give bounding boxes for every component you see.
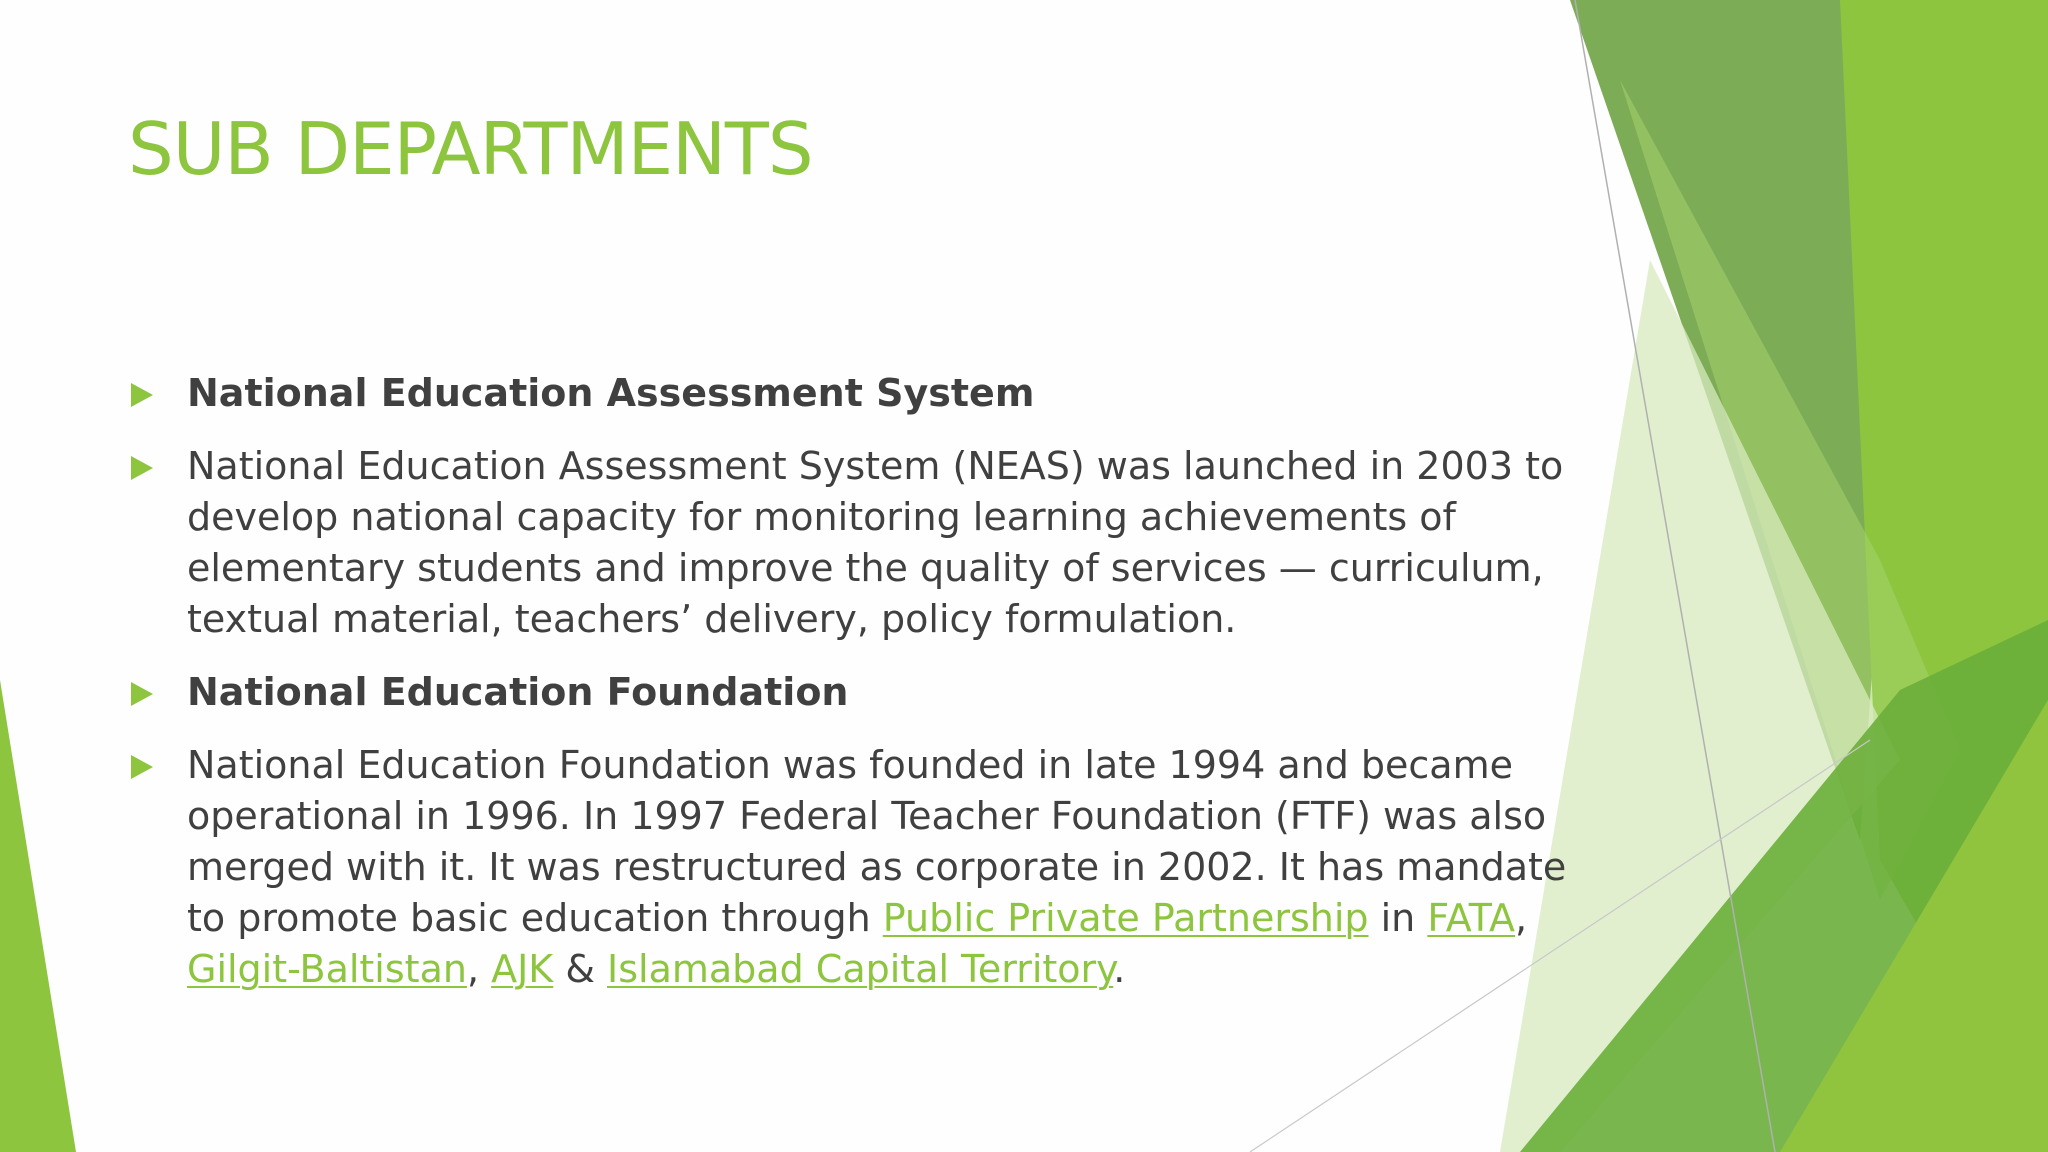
triangle-right-icon	[131, 755, 153, 779]
sentence-end: .	[1113, 947, 1126, 991]
bullet-heading-neas	[128, 368, 1568, 419]
bullet-heading-text: National Education Foundation	[187, 670, 849, 714]
bullet-body-text: National Education Foundation was founded in late 1994 and became operational in 1996. In 1997 Federal Teacher Foundation (FTF) was also merged with it. It was restructured as corporate in 2002. It has mandate to promote basic education through	[187, 743, 1567, 940]
link-ajk[interactable]: AJK	[491, 947, 554, 991]
bullet-body-text: National Education Assessment System (NEAS) was launched in 2003 to develop national capacity for monitoring learning achievements of elementary students and improve the quality of services — curriculum, textual material, teachers’ delivery, policy formulation.	[187, 444, 1564, 641]
link-fata[interactable]: FATA	[1427, 896, 1516, 940]
bullet-neas-description	[128, 441, 1568, 645]
bullet-heading-text: National Education Assessment System	[187, 371, 1035, 415]
bullet-nef-description	[128, 740, 1568, 995]
slide-title: SUB DEPARTMENTS	[128, 107, 813, 191]
bullet-heading-nef	[128, 667, 1568, 718]
separator-text: ,	[466, 947, 492, 991]
triangle-right-icon	[131, 383, 153, 407]
link-public-private-partnership[interactable]: Public Private Partnership	[882, 896, 1369, 940]
separator-text: in	[1368, 896, 1428, 940]
bullet-list	[128, 368, 1568, 1017]
triangle-right-icon	[131, 682, 153, 706]
separator-text: &	[553, 947, 608, 991]
link-islamabad-capital-territory[interactable]: Islamabad Capital Territory	[607, 947, 1114, 991]
separator-text: ,	[1515, 896, 1528, 940]
triangle-right-icon	[131, 456, 153, 480]
link-gilgit-baltistan[interactable]: Gilgit-Baltistan	[187, 947, 467, 991]
left-facet	[0, 680, 76, 1152]
